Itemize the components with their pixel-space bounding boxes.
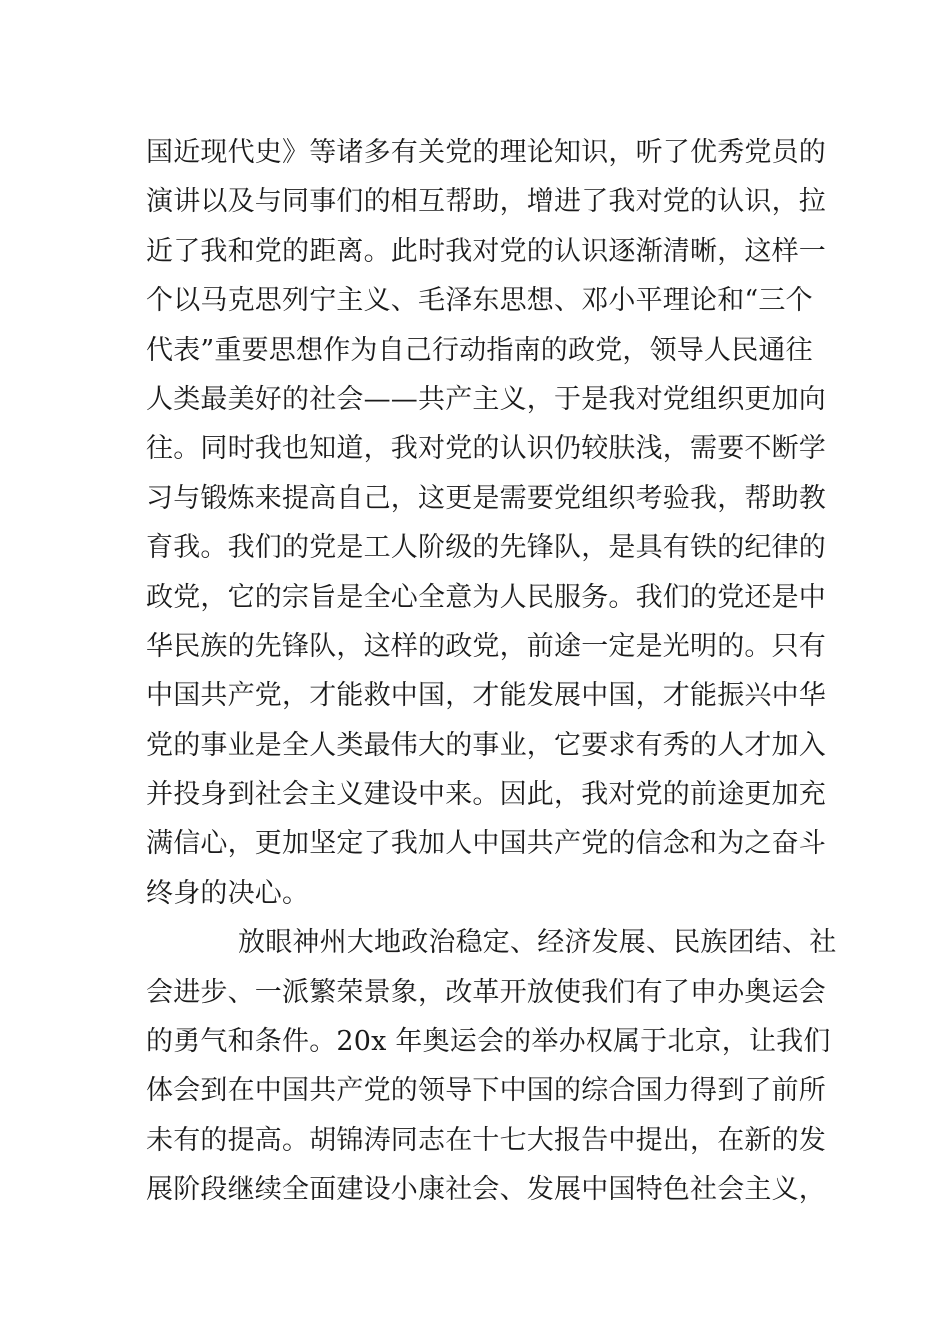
text-line: 习与锻炼来提高自己，这更是需要党组织考验我，帮助教	[146, 482, 826, 514]
text-line-indented: 放眼神州大地政治稳定、经济发展、民族团结、社	[238, 927, 837, 959]
paragraph-1	[146, 128, 826, 918]
text-line: 会进步、一派繁荣景象，改革开放使我们有了申办奥运会	[146, 976, 826, 1008]
paragraph-2	[146, 918, 837, 1214]
text-line: 终身的决心。	[146, 877, 310, 909]
text-line: 党的事业是全人类最伟大的事业，它要求有秀的人才加入	[146, 729, 826, 761]
text-line: 中国共产党，才能救中国，才能发展中国，才能振兴中华	[146, 680, 826, 712]
text-line: 代表”重要思想作为自己行动指南的政党，领导人民通往	[146, 334, 813, 366]
text-line: 政党，它的宗旨是全心全意为人民服务。我们的党还是中	[146, 581, 826, 613]
text-line: 近了我和党的距离。此时我对党的认识逐渐清晰，这样一	[146, 235, 826, 267]
document-body	[146, 128, 837, 1215]
text-line: 体会到在中国共产党的领导下中国的综合国力得到了前所	[146, 1075, 826, 1107]
text-line: 未有的提高。胡锦涛同志在十七大报告中提出，在新的发	[146, 1124, 826, 1156]
text-line: 展阶段继续全面建设小康社会、发展中国特色社会主义，	[146, 1174, 826, 1206]
text-line: 人类最美好的社会——共产主义，于是我对党组织更加向	[146, 383, 826, 415]
text-line: 并投身到社会主义建设中来。因此，我对党的前途更加充	[146, 779, 826, 811]
text-line: 华民族的先锋队，这样的政党，前途一定是光明的。只有	[146, 630, 826, 662]
text-line: 往。同时我也知道，我对党的认识仍较肤浅，需要不断学	[146, 433, 826, 465]
text-line: 国近现代史》等诸多有关党的理论知识，听了优秀党员的	[146, 137, 826, 168]
text-line: 个以马克思列宁主义、毛泽东思想、邓小平理论和“三个	[146, 285, 813, 317]
text-line: 的勇气和条件。20x 年奥运会的举办权属于北京，让我们	[146, 1026, 831, 1058]
text-line: 育我。我们的党是工人阶级的先锋队，是具有铁的纪律的	[146, 532, 826, 564]
text-line: 满信心，更加坚定了我加人中国共产党的信念和为之奋斗	[146, 828, 826, 860]
text-line: 演讲以及与同事们的相互帮助，增进了我对党的认识，拉	[146, 186, 826, 218]
